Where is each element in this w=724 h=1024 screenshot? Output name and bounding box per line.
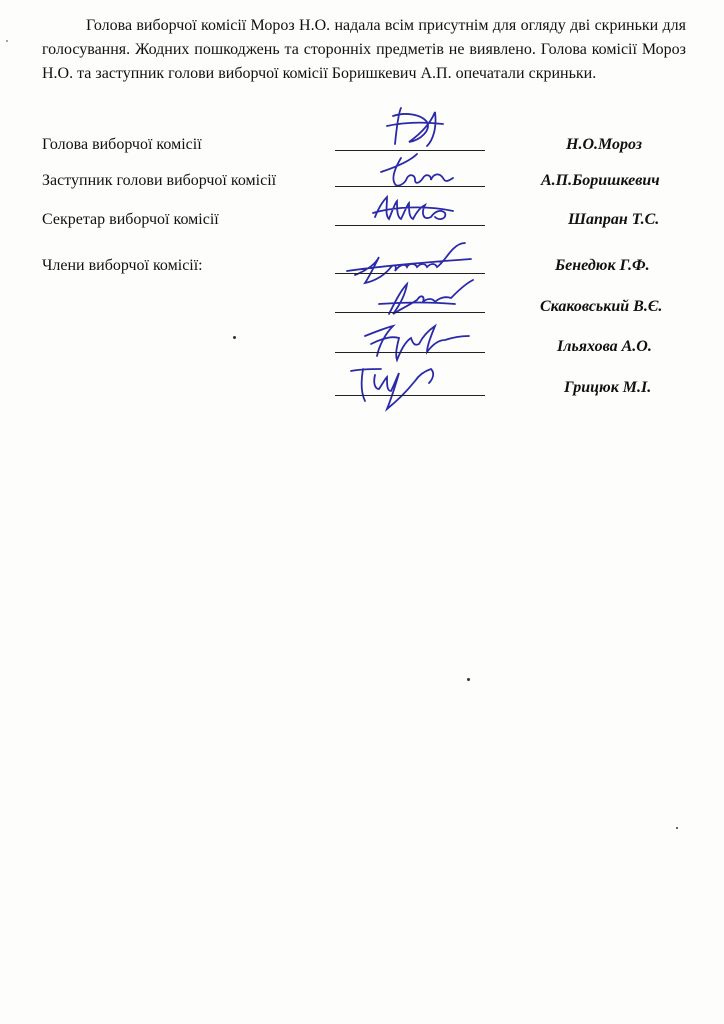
body-paragraph: Голова виборчої комісії Мороз Н.О. надала всім присутнім для огляду дві скриньки для голосування. Жодних пошкоджень та сторонніх предметів не виявлено. Голова комісії Мороз Н.О. та заступник голови виборчої комісії Боришкевич А.П. опечатали скриньки. xyxy=(42,17,686,82)
signature-line xyxy=(335,186,485,187)
role-label: Члени виборчої комісії: xyxy=(42,257,203,274)
signature-moroz xyxy=(335,104,485,154)
role-label: Секретар виборчої комісії xyxy=(42,211,219,228)
signatory-name: Ільяхова А.О. xyxy=(557,338,652,355)
signatory-row-member-4 xyxy=(0,375,724,415)
signatory-row-secretary xyxy=(0,203,724,243)
scan-speck xyxy=(233,336,236,339)
signature-line xyxy=(335,225,485,226)
scan-speck xyxy=(6,40,8,42)
signature-iliakhova xyxy=(335,316,485,366)
role-label: Заступник голови виборчої комісії xyxy=(42,172,277,189)
signatory-name: Бенедюк Г.Ф. xyxy=(555,257,650,274)
scan-speck xyxy=(676,827,678,829)
signatory-name: Н.О.Мороз xyxy=(566,136,643,153)
signature-boryshkevych xyxy=(335,150,485,194)
signatory-name: Шапран Т.С. xyxy=(568,211,660,228)
signatory-name: Грицюк М.І. xyxy=(564,379,652,396)
signatory-name: Скаковський В.Є. xyxy=(540,298,663,315)
signature-line xyxy=(335,352,485,353)
signatory-name: А.П.Боришкевич xyxy=(541,172,660,189)
role-label: Голова виборчої комісії xyxy=(42,136,202,153)
signature-line xyxy=(335,312,485,313)
scan-speck xyxy=(467,678,470,681)
signature-line xyxy=(335,395,485,396)
signature-hrytsiuk xyxy=(335,363,485,413)
